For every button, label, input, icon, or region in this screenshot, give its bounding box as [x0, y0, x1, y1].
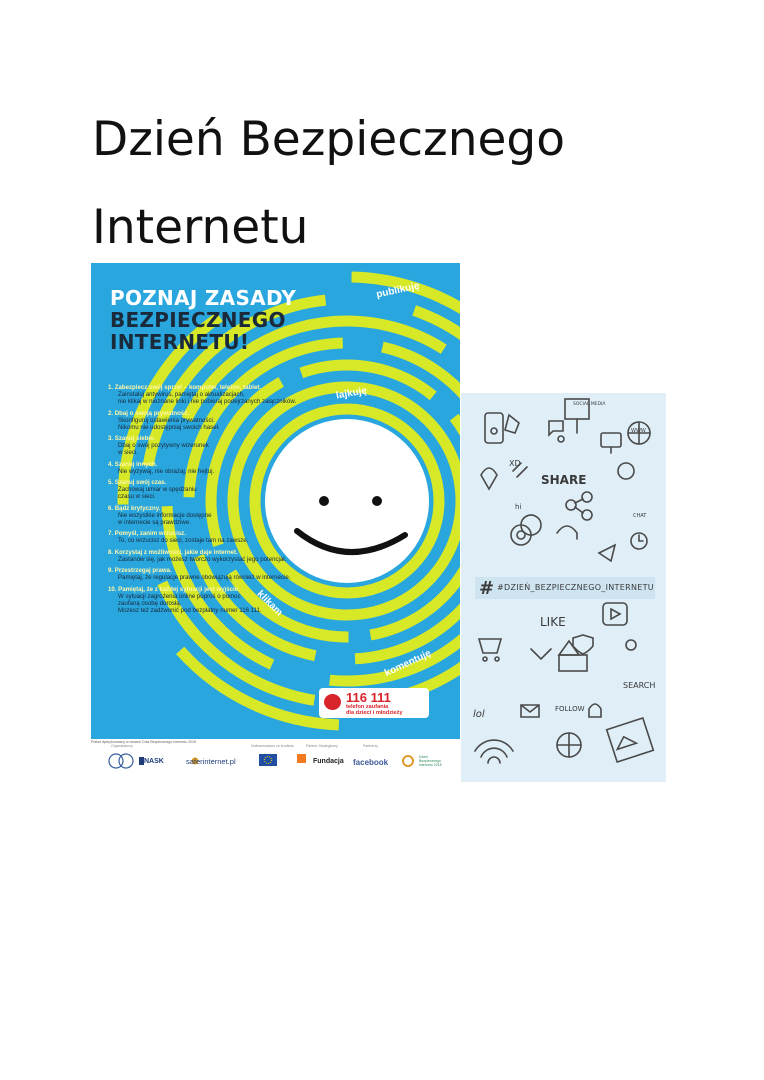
rule-body: Nie wszystkie informacje dostępne w internecie są prawdziwe.	[118, 511, 212, 526]
nask-logo: NASK	[144, 758, 164, 765]
rule-heading: 8. Korzystaj z możliwości, jakie daje internet.	[108, 548, 238, 556]
eu-flag-icon	[259, 754, 277, 766]
poster-title-line: BEZPIECZNEGO	[110, 308, 286, 332]
rule-body: Pamiętaj, że regulacje prawne obowiązują również w internecie.	[118, 574, 291, 582]
hotline-line: dla dzieci i młodzieży	[346, 710, 403, 716]
rule-heading: 5. Szanuj swój czas.	[108, 479, 167, 487]
footer-label: Organizatorzy	[111, 744, 133, 748]
hotline-line: telefon zaufania	[346, 704, 389, 710]
share-label: SHARE	[541, 473, 587, 487]
rule-body: Skonfiguruj ustawienia prywatności. Nikomu nie udostępniaj swoich haseł.	[118, 416, 220, 431]
hashtag-symbol-icon: #	[479, 578, 495, 599]
rule-item	[108, 567, 348, 581]
shopping-cart-icon	[479, 639, 501, 653]
play-video-icon	[603, 603, 627, 625]
speech-bubble-icon	[324, 694, 341, 710]
wifi-icon	[475, 740, 513, 763]
www-label: WWW	[631, 428, 646, 434]
safe-internet-poster	[91, 263, 460, 739]
rule-body: Dbaj o swój pozytywny wizerunek w sieci.	[118, 442, 209, 457]
rule-body: To, co wrzucisz do sieci, zostaje tam na zawsze.	[118, 537, 249, 545]
rule-heading: 6. Bądź krytyczny.	[108, 504, 161, 512]
like-label: LIKE	[540, 615, 566, 629]
rule-heading: 2. Dbaj o swoją prywatność.	[108, 409, 190, 417]
arc-word-klikam: klikam	[254, 588, 285, 619]
rule-heading: 9. Przestrzegaj prawa.	[108, 567, 172, 575]
footer-label: Dofinansowano ze środków	[251, 744, 294, 748]
poster-footer-logos	[91, 744, 460, 782]
headphones-icon	[557, 526, 577, 539]
rule-heading: 4. Szanuj innych.	[108, 460, 158, 468]
hashtag-banner	[475, 577, 655, 599]
page-title: Dzień Bezpiecznego Internetu	[92, 112, 566, 255]
rule-body: Zainstaluj antywirus, pamiętaj o aktualizacjach, nie klikaj w nieznane linki i nie pobieraj podejrzanych załączników.	[118, 391, 297, 406]
hotline-badge	[319, 688, 429, 718]
poster-title-line: INTERNETU!	[110, 330, 250, 354]
smiley-right-eye	[372, 496, 382, 506]
rule-item	[108, 410, 348, 431]
orange-logo-icon	[297, 754, 306, 763]
hi-label: hi	[515, 503, 522, 511]
poster-note: Plakat dystrybuowany w ramach Dnia Bezpiecznego Internetu 2018	[91, 740, 196, 744]
footer-label: Partnerzy	[363, 744, 378, 748]
dbi-logo-icon	[403, 756, 413, 766]
location-pin-icon	[481, 468, 497, 489]
lol-label: lol	[473, 709, 485, 720]
rule-heading: 10. Pamiętaj, że z każdej sytuacji jest wyjście.	[108, 585, 240, 593]
internet-doodle-collage	[461, 393, 666, 782]
hashtag-text: #DZIEŃ_BEZPIECZNEGO_INTERNETU	[497, 583, 654, 592]
envelope-icon	[521, 705, 539, 717]
xd-label: XD	[509, 459, 521, 468]
rule-item	[108, 505, 348, 526]
rule-body: Zachowaj umiar w spędzaniu czasu w sieci.	[118, 486, 197, 501]
dbi-logo-text: Dzień Bezpiecznego Internetu 2018	[419, 755, 442, 767]
rule-heading: 7. Pomyśl, zanim wrzucisz.	[108, 530, 186, 538]
safety-rules-list	[108, 384, 348, 619]
rule-body: W sytuacji zagrożenia online poproś o pomoc zaufaną osobę dorosłą. Możesz też zadzwonić pod bezpłatny numer 116 111.	[118, 592, 262, 615]
rule-item	[108, 479, 348, 500]
footer-label: Partner Strategiczny	[306, 744, 338, 748]
fundacja-logo: Fundacja	[313, 758, 344, 765]
rule-body: Nie wyzywaj, nie obrażaj, nie hejtuj.	[118, 467, 215, 475]
rule-item	[108, 461, 348, 475]
user-avatar-icon	[618, 463, 634, 479]
hotline-number: 116 111	[346, 690, 391, 705]
search-label: SEARCH	[623, 681, 656, 690]
download-icon	[531, 649, 551, 659]
poster-title-line: POZNAJ ZASADY	[110, 286, 297, 310]
rule-item	[108, 530, 348, 544]
saferinternet-logo: saferinternet.pl	[186, 757, 236, 766]
chat-label: CHAT	[633, 513, 647, 519]
rule-item	[108, 384, 348, 405]
social-media-label: SOCIAL MEDIA	[573, 402, 606, 407]
un-emblem-icon	[119, 754, 133, 768]
rule-item	[108, 586, 348, 614]
arc-word-publikuje: publikuję	[375, 280, 421, 301]
rule-heading: 1. Zabezpiecz swój sprzęt – komputer, telefon, tablet.	[108, 384, 262, 391]
rule-item	[108, 549, 348, 563]
arc-word-komentuje: komentuję	[383, 647, 433, 680]
paper-plane-icon	[599, 545, 615, 561]
rule-body: Zastanów się, jak możesz twórczo wykorzystać jego potencjał.	[118, 555, 287, 563]
monitor-icon	[601, 433, 621, 447]
mountain-image-icon	[559, 641, 579, 655]
rule-item	[108, 435, 348, 456]
rule-heading: 3. Szanuj siebie.	[108, 435, 156, 443]
email-at-icon	[626, 640, 636, 650]
chat-bubble-icon	[549, 421, 563, 435]
lightbulb-icon	[589, 704, 601, 717]
poster-title	[110, 287, 296, 353]
hand-icon	[505, 415, 519, 433]
bell-icon	[558, 436, 564, 442]
facebook-logo: facebook	[353, 758, 389, 767]
share-node-icon	[566, 500, 576, 510]
follow-label: FOLLOW	[555, 705, 585, 713]
hotline-description	[346, 704, 403, 716]
arc-word-lajkuje: lajkuję	[335, 385, 368, 402]
